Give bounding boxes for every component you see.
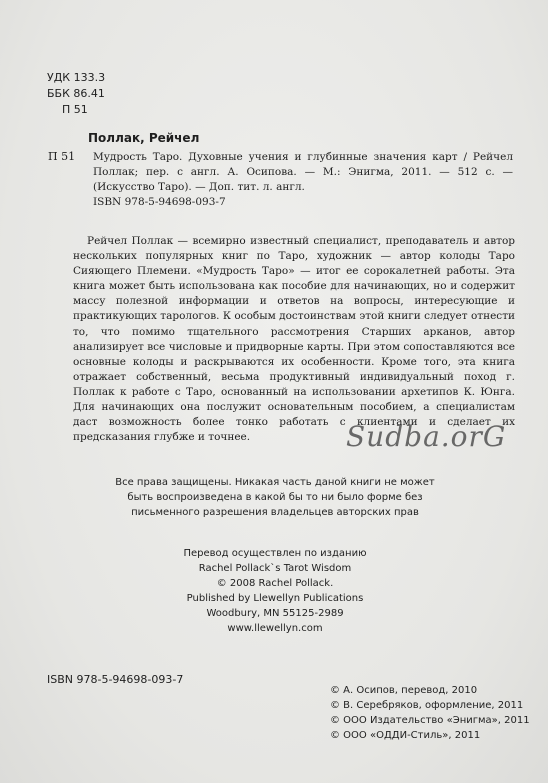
watermark-logo: Sudba.orG	[346, 420, 507, 453]
copyright-line: © ООО Издательство «Энигма», 2011	[330, 715, 530, 726]
copyright-line: © В. Серебряков, оформление, 2011	[330, 700, 524, 711]
translation-line: www.llewellyn.com	[227, 623, 323, 634]
translation-line: Published by Llewellyn Publications	[186, 593, 364, 604]
isbn-bottom: ISBN 978-5-94698-093-7	[47, 673, 184, 686]
translation-line: Rachel Pollack`s Tarot Wisdom	[198, 563, 352, 574]
copyright-list	[330, 683, 530, 743]
bbk-code: ББК 86.41	[47, 87, 105, 100]
author-heading: Поллак, Рейчел	[88, 131, 200, 145]
rights-notice	[110, 475, 440, 520]
copyright-line: © А. Осипов, перевод, 2010	[330, 685, 478, 696]
udk-code: УДК 133.3	[47, 71, 106, 84]
annotation-paragraph: Рейчел Поллак — всемирно известный специалист, преподаватель и автор нескольких популярных книг по Таро, художник — автор колоды Таро Сияющего Племени. «Мудрость Таро» — итог ее сорокалетней работы. Эта книга может быть использована как пособие для начинающих, но и содержит массу полезной информации и ответов на вопросы, интересующие и практикующих тарологов. К особым достоинствам этой книги следует отнести то, что помимо тщательного рассмотрения Старших арканов, автор анализирует все числовые и придворные карты. При этом сопоставляются все основные колоды и раскрываются их особенности. Кроме того, эта книга отражает собственный, весьма продуктивный индивидуальный поход г. Поллак к работе с Таро, основанный на использовании архетипов К. Юнга. Для начинающих она послужит основательным пособием, а специалистам даст возможность более тонко работать с клиентами и сделает их предсказания глубже и точнее.	[73, 235, 515, 444]
translation-line: Перевод осуществлен по изданию	[183, 548, 367, 559]
udk-block	[47, 70, 105, 118]
translation-info	[160, 546, 390, 636]
rights-line: письменного разрешения владельцев авторских прав	[131, 507, 419, 518]
biblio-code: П 51	[48, 150, 76, 163]
author-mark: П 51	[62, 103, 88, 116]
translation-line: Woodbury, MN 55125-2989	[206, 608, 344, 619]
rights-line: Все права защищены. Никакая часть даной книги не может	[115, 477, 435, 488]
biblio-description: Мудрость Таро. Духовные учения и глубинные значения карт / Рейчел Поллак; пер. с англ. А. Осипова. — М.: Энигма, 2011. — 512 с. — (Искусство Таро). — Доп. тит. л. англ.	[93, 151, 513, 193]
translation-line: © 2008 Rachel Pollack.	[216, 578, 334, 589]
biblio-isbn: ISBN 978-5-94698-093-7	[93, 196, 226, 208]
rights-line: быть воспроизведена в какой бы то ни было форме без	[127, 492, 423, 503]
copyright-line: © ООО «ОДДИ-Стиль», 2011	[330, 730, 481, 741]
